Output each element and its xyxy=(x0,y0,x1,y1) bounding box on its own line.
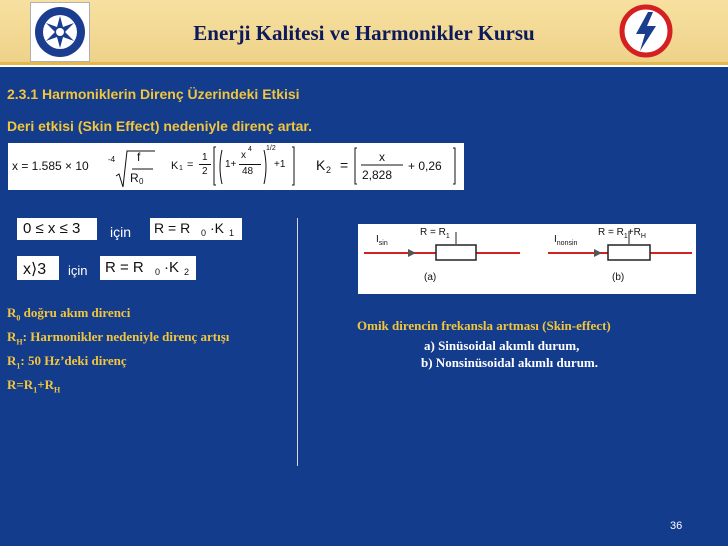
k2-num: x xyxy=(379,150,385,164)
k2-sub: 2 xyxy=(326,165,332,175)
legend-r1: $R_1$: 50 Hz’deki direnç xyxy=(7,353,127,371)
half-num: 1 xyxy=(202,152,208,163)
sqrt-denominator: R xyxy=(130,171,139,185)
condition2-for: için xyxy=(68,263,88,278)
k2-eq: = xyxy=(340,157,349,173)
inner-num-sup: 4 xyxy=(248,146,252,153)
section-subheading: Deri etkisi (Skin Effect) nedeniyle direnç artar. xyxy=(7,118,312,134)
circuit-b-tag: (b) xyxy=(612,272,625,283)
circuit-a-current: $I_{sin}$ xyxy=(376,234,388,247)
condition2-sub2: 2 xyxy=(184,267,190,277)
condition1-formula-box xyxy=(150,218,242,240)
header-divider-white xyxy=(0,65,728,67)
k1-label: K xyxy=(171,160,179,172)
circuit-b-current: $I_{nonsin}$ xyxy=(554,234,578,247)
condition1-for: için xyxy=(110,224,132,240)
condition1-sub0: 0 xyxy=(201,228,207,238)
condition1-range: 0 ≤ x ≤ 3 xyxy=(23,220,81,237)
header-bar xyxy=(0,0,728,62)
legend-rh: $R_H$: Harmonikler nedeniyle direnç artışı xyxy=(7,329,230,347)
condition2-formula-box xyxy=(100,256,196,280)
half-den: 2 xyxy=(202,166,208,177)
legend-sum: $R=R_1+R_H$ xyxy=(7,377,61,395)
k2-plus: + 0,26 xyxy=(408,159,442,173)
page-number: 36 xyxy=(670,520,683,532)
formula-strip xyxy=(8,143,464,190)
condition2-sub0: 0 xyxy=(155,267,161,277)
k1-sub: 1 xyxy=(179,165,183,172)
sqrt-denominator-sub: 0 xyxy=(139,177,144,186)
section-heading: 2.3.1 Harmoniklerin Direnç Üzerindeki Etkisi xyxy=(7,86,300,102)
k2-den: 2,828 xyxy=(362,168,393,182)
one-plus: 1+ xyxy=(225,159,237,170)
condition2-range: x⟩3 xyxy=(23,261,47,278)
sqrt-numerator: f xyxy=(137,150,141,164)
slide-title: Enerji Kalitesi ve Harmonikler Kursu xyxy=(193,21,535,45)
circuit-b-resistance: $R = R_1+R_H$ xyxy=(598,227,646,240)
circuit-diagram xyxy=(358,224,696,294)
half-bar xyxy=(199,164,211,165)
inner-den: 48 xyxy=(242,166,254,177)
caption-line1: Omik direncin frekansla artması (Skin-effect) xyxy=(357,318,611,333)
condition2-formula: R = R xyxy=(105,259,144,276)
condition2-k: ·K xyxy=(164,259,179,276)
exp-half: 1/2 xyxy=(266,145,276,152)
column-divider xyxy=(297,218,298,466)
x-formula: x = 1.585 × 10 xyxy=(12,159,89,173)
inner-bar xyxy=(239,164,261,165)
condition1-range-box xyxy=(17,218,97,240)
condition1-formula: R = R xyxy=(154,220,191,236)
circuit-a-tag: (a) xyxy=(424,272,437,283)
teias-logo xyxy=(618,4,674,58)
condition2-range-box xyxy=(17,256,59,280)
inner-num: x xyxy=(241,150,246,161)
legend-r0: $R_0$ doğru akım direnci xyxy=(7,305,131,323)
caption-line3: b) Nonsinüsoidal akımlı durum. xyxy=(421,355,599,370)
x-exponent: -4 xyxy=(108,155,116,164)
k2-label: K xyxy=(316,157,326,173)
condition1-k: ·K xyxy=(210,220,224,236)
caption-line2: a) Sinüsoidal akımlı durum, xyxy=(424,338,580,353)
plus-one: +1 xyxy=(274,159,286,170)
k1-eq: = xyxy=(187,159,194,171)
condition1-sub1: 1 xyxy=(229,228,235,238)
circuit-a-resistance: $R = R_1$ xyxy=(420,227,450,240)
